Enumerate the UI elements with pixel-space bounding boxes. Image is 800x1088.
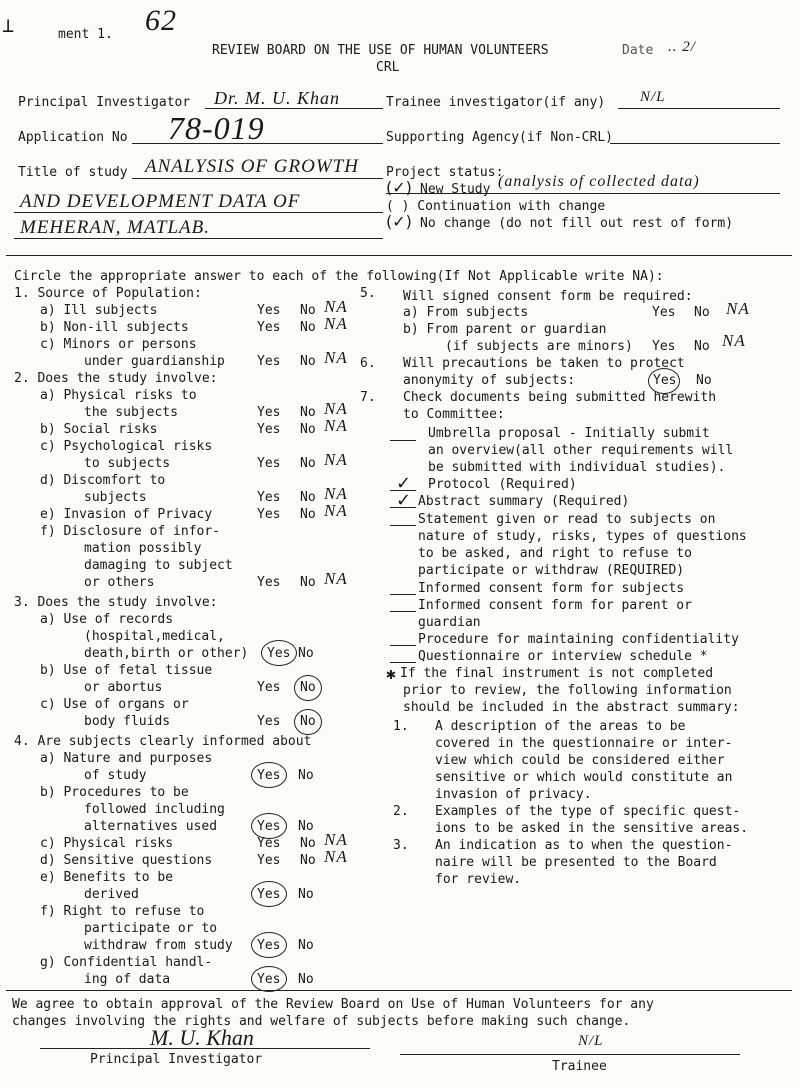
answer-yes: Yes bbox=[257, 405, 281, 420]
q2a-label-2: the subjects bbox=[84, 405, 178, 420]
trainee-caption: Trainee bbox=[552, 1059, 607, 1074]
answer-no: No bbox=[300, 354, 316, 369]
status-new-note: (analysis of collected data) bbox=[498, 173, 700, 190]
q1a-label: a) Ill subjects bbox=[40, 303, 158, 318]
doc-statement-4: participate or withdraw (REQUIRED) bbox=[418, 563, 685, 578]
checkbox-line bbox=[390, 525, 416, 526]
answer-yes: Yes bbox=[257, 853, 281, 868]
q3b-label-2: or abortus bbox=[84, 680, 163, 695]
footer-divider bbox=[6, 990, 792, 991]
app-label: Application No bbox=[18, 130, 128, 145]
answer-yes-selected: Yes bbox=[257, 768, 281, 783]
answer-na: NA bbox=[324, 830, 348, 849]
item-3-text-3: for review. bbox=[435, 872, 522, 887]
item-3-number: 3. bbox=[393, 838, 409, 853]
answer-yes: Yes bbox=[652, 305, 676, 320]
answer-no: No bbox=[300, 853, 316, 868]
doc-consent-subjects: Informed consent form for subjects bbox=[418, 581, 685, 596]
item-2-text-2: ions to be asked in the sensitive areas. bbox=[435, 821, 749, 836]
answer-no: No bbox=[694, 339, 710, 354]
status-no-change: No change (do not fill out rest of form) bbox=[420, 216, 734, 231]
answer-no: No bbox=[300, 575, 316, 590]
q1b-label: b) Non-ill subjects bbox=[40, 320, 189, 335]
answer-yes: Yes bbox=[257, 680, 281, 695]
title-underline-1 bbox=[132, 178, 383, 179]
q4c-label: c) Physical risks bbox=[40, 836, 174, 851]
app-value: 78-019 bbox=[168, 110, 265, 146]
instruction: Circle the appropriate answer to each of the following(If Not Applicable write NA): bbox=[14, 269, 664, 284]
status-label: Project status: bbox=[386, 165, 504, 180]
title-underline-2 bbox=[14, 212, 383, 213]
answer-no: No bbox=[300, 836, 316, 851]
q2d-label-2: subjects bbox=[84, 490, 147, 505]
q4d-label: d) Sensitive questions bbox=[40, 853, 213, 868]
answer-yes-selected: Yes bbox=[267, 646, 291, 661]
item-1-text-5: invasion of privacy. bbox=[435, 787, 592, 802]
answer-yes: Yes bbox=[652, 339, 676, 354]
title-underline-3 bbox=[14, 238, 383, 239]
item-3-text-2: naire will be presented to the Board bbox=[435, 855, 717, 870]
title-line-1: ANALYSIS OF GROWTH bbox=[145, 156, 359, 177]
attachment-label: ment 1. bbox=[58, 27, 113, 42]
q5b-label-2: (if subjects are minors) bbox=[445, 339, 633, 354]
q1-heading: 1. Source of Population: bbox=[14, 286, 202, 301]
doc-consent-parent: Informed consent form for parent or bbox=[418, 598, 692, 613]
q6-text: Will precautions be taken to protect bbox=[403, 356, 685, 371]
item-2-text: Examples of the type of specific quest- bbox=[435, 804, 741, 819]
answer-yes: Yes bbox=[257, 320, 281, 335]
q2f-label-3: damaging to subject bbox=[84, 558, 233, 573]
doc-statement: Statement given or read to subjects on bbox=[418, 512, 716, 527]
check-mark-icon: ✓ bbox=[396, 490, 412, 511]
answer-na: NA bbox=[324, 484, 348, 503]
q2f-label: f) Disclosure of infor- bbox=[40, 524, 221, 539]
doc-statement-2: nature of study, risks, types of questions bbox=[418, 529, 747, 544]
trainee-value: N/L bbox=[640, 89, 666, 105]
answer-no: No bbox=[300, 456, 316, 471]
pi-signature: M. U. Khan bbox=[150, 1025, 254, 1050]
q4g-label-2: ing of data bbox=[84, 972, 171, 987]
answer-na: NA bbox=[324, 399, 348, 418]
q7-number: 7. bbox=[360, 390, 376, 405]
checkbox-line bbox=[390, 662, 416, 663]
trainee-label: Trainee investigator(if any) bbox=[386, 95, 606, 110]
answer-no: No bbox=[300, 490, 316, 505]
q4f-label-3: withdraw from study bbox=[84, 938, 233, 953]
item-1-text-2: covered in the questionnaire or inter- bbox=[435, 736, 733, 751]
answer-circle bbox=[251, 881, 287, 907]
q2f-label-2: mation possibly bbox=[84, 541, 202, 556]
q3a-label-2: (hospital,medical, bbox=[84, 629, 225, 644]
answer-yes: Yes bbox=[257, 575, 281, 590]
trainee-signature: N/L bbox=[578, 1033, 604, 1049]
org-label: CRL bbox=[376, 60, 400, 75]
answer-na: NA bbox=[324, 847, 348, 866]
doc-consent-parent-2: guardian bbox=[418, 615, 481, 630]
doc-questionnaire: Questionnaire or interview schedule * bbox=[418, 649, 708, 664]
answer-na: NA bbox=[324, 501, 348, 520]
q2b-label: b) Social risks bbox=[40, 422, 158, 437]
answer-yes: Yes bbox=[257, 836, 281, 851]
answer-yes: Yes bbox=[257, 490, 281, 505]
status-continuation: ( ) Continuation with change bbox=[386, 199, 606, 214]
q4e-label-2: derived bbox=[84, 887, 139, 902]
item-3-text: An indication as to when the question- bbox=[435, 838, 733, 853]
note-line-2: prior to review, the following information bbox=[403, 683, 732, 698]
title-line-3: MEHERAN, MATLAB. bbox=[20, 217, 210, 238]
agency-underline bbox=[610, 143, 780, 144]
checkbox-line bbox=[390, 440, 416, 441]
q2c-label-2: to subjects bbox=[84, 456, 171, 471]
checkbox-line bbox=[390, 645, 416, 646]
agreement-line-1: We agree to obtain approval of the Review Board on Use of Human Volunteers for any bbox=[12, 997, 654, 1012]
doc-umbrella-2: an overview(all other requirements will bbox=[428, 443, 734, 458]
checkbox-line bbox=[390, 507, 416, 508]
item-1-text: A description of the areas to be bbox=[435, 719, 686, 734]
pi-underline bbox=[205, 108, 383, 109]
answer-no: No bbox=[300, 303, 316, 318]
q4b-label-2: followed including bbox=[84, 802, 225, 817]
answer-na: NA bbox=[324, 314, 348, 333]
q3b-label: b) Use of fetal tissue bbox=[40, 663, 213, 678]
q4g-label: g) Confidential handl- bbox=[40, 955, 213, 970]
answer-na: NA bbox=[324, 450, 348, 469]
q2a-label: a) Physical risks to bbox=[40, 388, 197, 403]
answer-no: No bbox=[298, 646, 314, 661]
answer-yes-selected: Yes bbox=[257, 819, 281, 834]
doc-umbrella: Umbrella proposal - Initially submit bbox=[428, 426, 710, 441]
answer-circle bbox=[261, 640, 297, 666]
answer-na: NA bbox=[722, 331, 746, 350]
answer-yes: Yes bbox=[257, 714, 281, 729]
item-1-text-3: view which could be considered either bbox=[435, 753, 725, 768]
status-underline bbox=[386, 193, 780, 194]
answer-no: No bbox=[696, 373, 712, 388]
q1c-label: c) Minors or persons bbox=[40, 337, 197, 352]
q4a-label-2: of study bbox=[84, 768, 147, 783]
answer-no: No bbox=[298, 819, 314, 834]
q3c-label-2: body fluids bbox=[84, 714, 171, 729]
pi-signature-line bbox=[40, 1048, 370, 1049]
q4a-label: a) Nature and purposes bbox=[40, 751, 213, 766]
q2-heading: 2. Does the study involve: bbox=[14, 371, 218, 386]
doc-protocol: Protocol (Required) bbox=[428, 477, 577, 492]
q4-heading: 4. Are subjects clearly informed about bbox=[14, 734, 312, 749]
answer-yes: Yes bbox=[257, 354, 281, 369]
q6-text-2: anonymity of subjects: bbox=[403, 373, 576, 388]
answer-yes: Yes bbox=[257, 507, 281, 522]
answer-no-selected: No bbox=[300, 680, 316, 695]
answer-no: No bbox=[694, 305, 710, 320]
answer-na: NA bbox=[324, 569, 348, 588]
note-line-1: If the final instrument is not completed bbox=[400, 666, 714, 681]
checkbox-line bbox=[390, 611, 416, 612]
pi-caption: Principal Investigator bbox=[90, 1052, 263, 1067]
q4e-label: e) Benefits to be bbox=[40, 870, 174, 885]
q5a-label: a) From subjects bbox=[403, 305, 529, 320]
answer-circle bbox=[294, 675, 322, 701]
answer-na: NA bbox=[324, 416, 348, 435]
q4b-label-3: alternatives used bbox=[84, 819, 218, 834]
pi-value: Dr. M. U. Khan bbox=[214, 88, 341, 108]
q2c-label: c) Psychological risks bbox=[40, 439, 213, 454]
check-mark-icon: (✓) bbox=[386, 178, 412, 197]
answer-no: No bbox=[300, 405, 316, 420]
handwritten-number: 62 bbox=[145, 4, 177, 37]
q5-text: Will signed consent form be required: bbox=[403, 289, 693, 304]
item-1-number: 1. bbox=[393, 719, 409, 734]
answer-yes-selected: Yes bbox=[257, 938, 281, 953]
answer-no: No bbox=[298, 938, 314, 953]
answer-yes: Yes bbox=[257, 456, 281, 471]
answer-no: No bbox=[298, 887, 314, 902]
q2e-label: e) Invasion of Privacy bbox=[40, 507, 213, 522]
answer-circle bbox=[294, 709, 322, 735]
q3-heading: 3. Does the study involve: bbox=[14, 595, 218, 610]
answer-no-selected: No bbox=[300, 714, 316, 729]
checkbox-line bbox=[390, 594, 416, 595]
q1c-label-2: under guardianship bbox=[84, 354, 225, 369]
asterisk-icon: ✱ bbox=[386, 664, 396, 683]
check-mark-icon: ✓ bbox=[396, 473, 412, 494]
item-1-text-4: sensitive or which would constitute an bbox=[435, 770, 733, 785]
q3a-label: a) Use of records bbox=[40, 612, 174, 627]
answer-yes: Yes bbox=[257, 303, 281, 318]
doc-abstract: Abstract summary (Required) bbox=[418, 494, 630, 509]
q5-number: 5. bbox=[360, 286, 376, 301]
doc-confidentiality: Procedure for maintaining confidentiality bbox=[418, 632, 739, 647]
answer-no: No bbox=[300, 507, 316, 522]
margin-mark: ⊥ bbox=[2, 13, 15, 37]
answer-yes-selected: Yes bbox=[257, 887, 281, 902]
q2f-label-4: or others bbox=[84, 575, 155, 590]
note-line-3: should be included in the abstract summary: bbox=[403, 700, 740, 715]
doc-statement-3: to be asked, and right to refuse to bbox=[418, 546, 692, 561]
answer-circle bbox=[251, 762, 287, 788]
date-label: Date bbox=[622, 43, 654, 58]
agency-label: Supporting Agency(if Non-CRL) bbox=[386, 130, 613, 145]
answer-no: No bbox=[298, 768, 314, 783]
q4f-label-2: participate or to bbox=[84, 921, 218, 936]
title-line-2: AND DEVELOPMENT DATA OF bbox=[20, 191, 301, 212]
agreement-line-2: changes involving the rights and welfare of subjects before making such change. bbox=[12, 1014, 631, 1029]
pi-label: Principal Investigator bbox=[18, 95, 191, 110]
answer-no: No bbox=[298, 972, 314, 987]
section-divider bbox=[6, 255, 792, 256]
q6-number: 6. bbox=[360, 356, 376, 371]
q3c-label: c) Use of organs or bbox=[40, 697, 189, 712]
check-mark-icon: (✓) bbox=[386, 212, 412, 231]
answer-circle bbox=[251, 932, 287, 958]
answer-circle bbox=[251, 966, 287, 992]
q5b-label: b) From parent or guardian bbox=[403, 322, 607, 337]
answer-yes: Yes bbox=[257, 422, 281, 437]
q7-text-2: to Committee: bbox=[403, 407, 505, 422]
title-label: Title of study bbox=[18, 165, 128, 180]
answer-yes-selected: Yes bbox=[653, 373, 677, 388]
answer-no: No bbox=[300, 320, 316, 335]
trainee-underline bbox=[618, 108, 780, 109]
q3a-label-3: death,birth or other) bbox=[84, 646, 249, 661]
app-underline bbox=[132, 143, 383, 144]
board-title: REVIEW BOARD ON THE USE OF HUMAN VOLUNTEERS bbox=[212, 43, 549, 58]
status-new: New Study bbox=[420, 182, 491, 197]
date-value: .. 2/ bbox=[668, 39, 696, 55]
q7-text: Check documents being submitted herewith bbox=[403, 390, 717, 405]
q4b-label: b) Procedures to be bbox=[40, 785, 189, 800]
answer-yes-selected: Yes bbox=[257, 972, 281, 987]
answer-na: NA bbox=[726, 299, 750, 318]
item-2-number: 2. bbox=[393, 804, 409, 819]
q4f-label: f) Right to refuse to bbox=[40, 904, 205, 919]
answer-na: NA bbox=[324, 348, 348, 367]
q2d-label: d) Discomfort to bbox=[40, 473, 166, 488]
trainee-signature-line bbox=[400, 1054, 740, 1055]
answer-na: NA bbox=[324, 297, 348, 316]
answer-no: No bbox=[300, 422, 316, 437]
doc-umbrella-3: be submitted with individual studies). bbox=[428, 460, 726, 475]
